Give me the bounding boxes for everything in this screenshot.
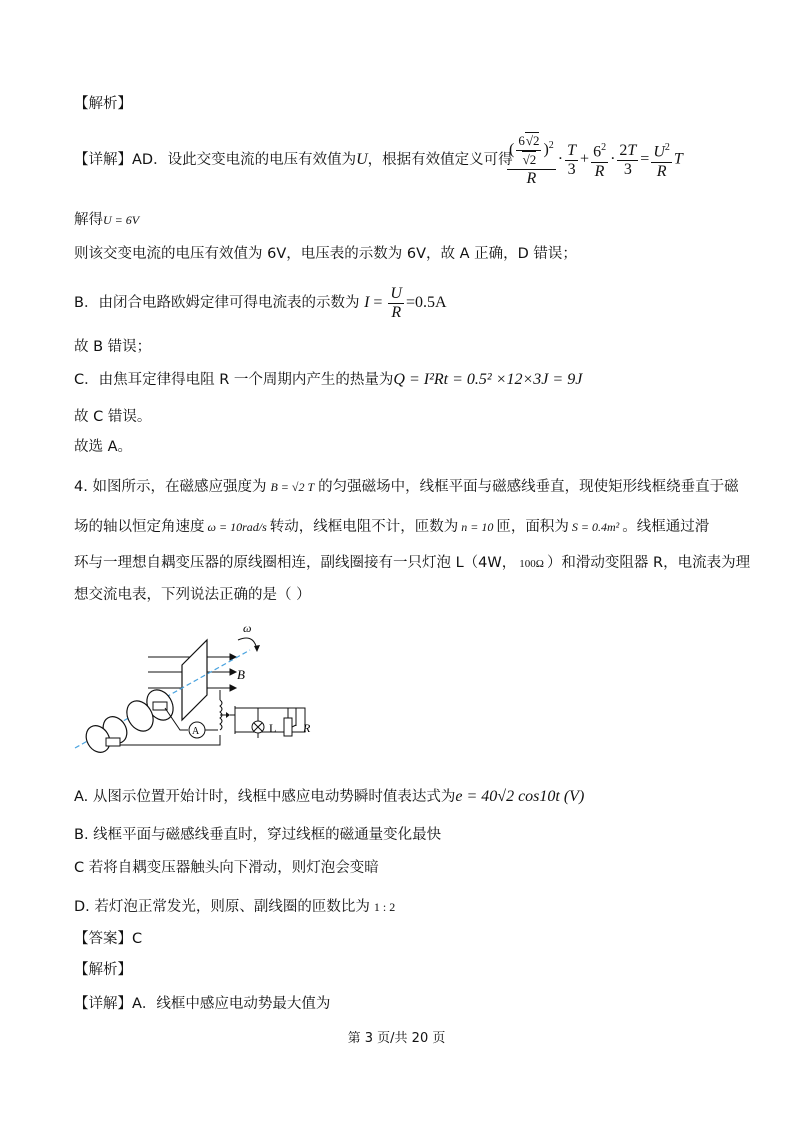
q4-line2d: 。线框通过滑 (622, 519, 710, 535)
option-c: C 若将自耦变压器触头向下滑动，则灯泡会变暗 (74, 860, 379, 876)
answer-line: 【答案】C (74, 931, 143, 947)
choose-answer: 故选 A。 (74, 439, 133, 455)
n-expr: n = 10 (461, 520, 494, 534)
q4-line1 (74, 477, 739, 497)
b-result: =0.5A (405, 294, 447, 312)
rectangular-coil (182, 640, 207, 720)
lamp-label: L (269, 721, 277, 735)
analysis-heading-2: 【解析】 (74, 962, 132, 978)
ammeter-label: A (192, 726, 200, 737)
option-b: B. 线框平面与磁感线垂直时，穿过线框的磁通量变化最快 (74, 827, 442, 843)
option-a (74, 787, 584, 807)
ad-text2: ，根据有效值定义可得 (367, 152, 513, 168)
s-expr: S = 0.4m² (571, 520, 620, 534)
option-d-text: D. 若灯泡正常发光，则原、副线圈的匝数比为 (74, 899, 370, 915)
option-a-text: A. 从图示位置开始计时，线框中感应电动势瞬时值表达式为 (74, 789, 456, 805)
omega-label: ω (243, 621, 252, 635)
option-a-math: e = 40√2 cos10t (V) (455, 788, 585, 805)
solve-line (74, 210, 139, 230)
q4-line2a: 场的轴以恒定角速度 (74, 519, 205, 535)
q4-line3b: ）和滑动变阻器 R，电流表为理 (546, 555, 751, 571)
rms-definition-formula: ( $\frac{6√2}{√2}$ )$^2$ R · $\frac{T}{3}$ + $\frac{6^2}{R}$ · $\frac{2T}{3}$ = $\frac{U^2}{R}$ T (509, 133, 683, 187)
r-lamp: 100Ω (519, 558, 544, 570)
option-d-math: 1 : 2 (373, 900, 396, 914)
option-c-analysis (74, 370, 582, 390)
solve-math: U = 6V (103, 213, 140, 227)
analysis-heading: 【解析】 (74, 96, 132, 112)
conclusion-ad: 则该交变电流的电压有效值为 6V，电压表的示数为 6V，故 A 正确，D 错误； (74, 246, 577, 262)
b-label: B (237, 667, 245, 682)
c-text: C．由焦耳定律得电阻 R 一个周期内产生的热量为 (74, 372, 394, 388)
q4-line1b: 的匀强磁场中，线框平面与磁感线垂直，现使矩形线框绕垂直于磁 (318, 479, 739, 495)
q4-line3 (74, 553, 750, 574)
slip-rings (81, 685, 178, 756)
rheostat-r (284, 718, 292, 736)
q4-line2 (74, 517, 709, 537)
solve-text: 解得 (74, 212, 103, 228)
detail-line-a: 【详解】A．线框中感应电动势最大值为 (74, 996, 331, 1012)
c-wrong: 故 C 错误。 (74, 409, 152, 425)
detail-ad-line (74, 150, 513, 170)
brush-right (153, 702, 167, 710)
c-math: Q = I²Rt = 0.5² ×12×3J = 9J (393, 371, 583, 388)
option-b-analysis: B．由闭合电路欧姆定律可得电流表的示数为 I = $\frac{U}{R}$ =0.5A (74, 285, 447, 321)
omega-expr: ω = 10rad/s (207, 520, 267, 534)
ad-text: AD．设此交变电流的电压有效值为 (132, 152, 357, 168)
q4-line2c: 匝，面积为 (496, 519, 569, 535)
detail-label: 【详解】 (74, 152, 132, 168)
q4-line1a: 4. 如图所示，在磁感应强度为 (74, 479, 267, 495)
q4-line4: 想交流电表，下列说法正确的是（ ） (74, 587, 311, 603)
brush-left (106, 738, 120, 746)
q4-line2b: 转动，线框电阻不计，匝数为 (269, 519, 459, 535)
u-symbol: U (356, 151, 368, 168)
q4-line3a: 环与一理想自耦变压器的原线圈相连，副线圈接有一只灯泡 L（4W， (74, 555, 517, 571)
page-footer: 第 3 页/共 20 页 (347, 1031, 446, 1046)
b-wrong: 故 B 错误； (74, 339, 152, 355)
b-expr: B = √2 T (270, 480, 315, 494)
b-text: B．由闭合电路欧姆定律可得电流表的示数为 (74, 295, 360, 312)
generator-circuit-figure (70, 620, 330, 760)
option-d (74, 897, 395, 917)
rotation-arrow (238, 638, 256, 646)
rheostat-label: R (303, 721, 311, 735)
